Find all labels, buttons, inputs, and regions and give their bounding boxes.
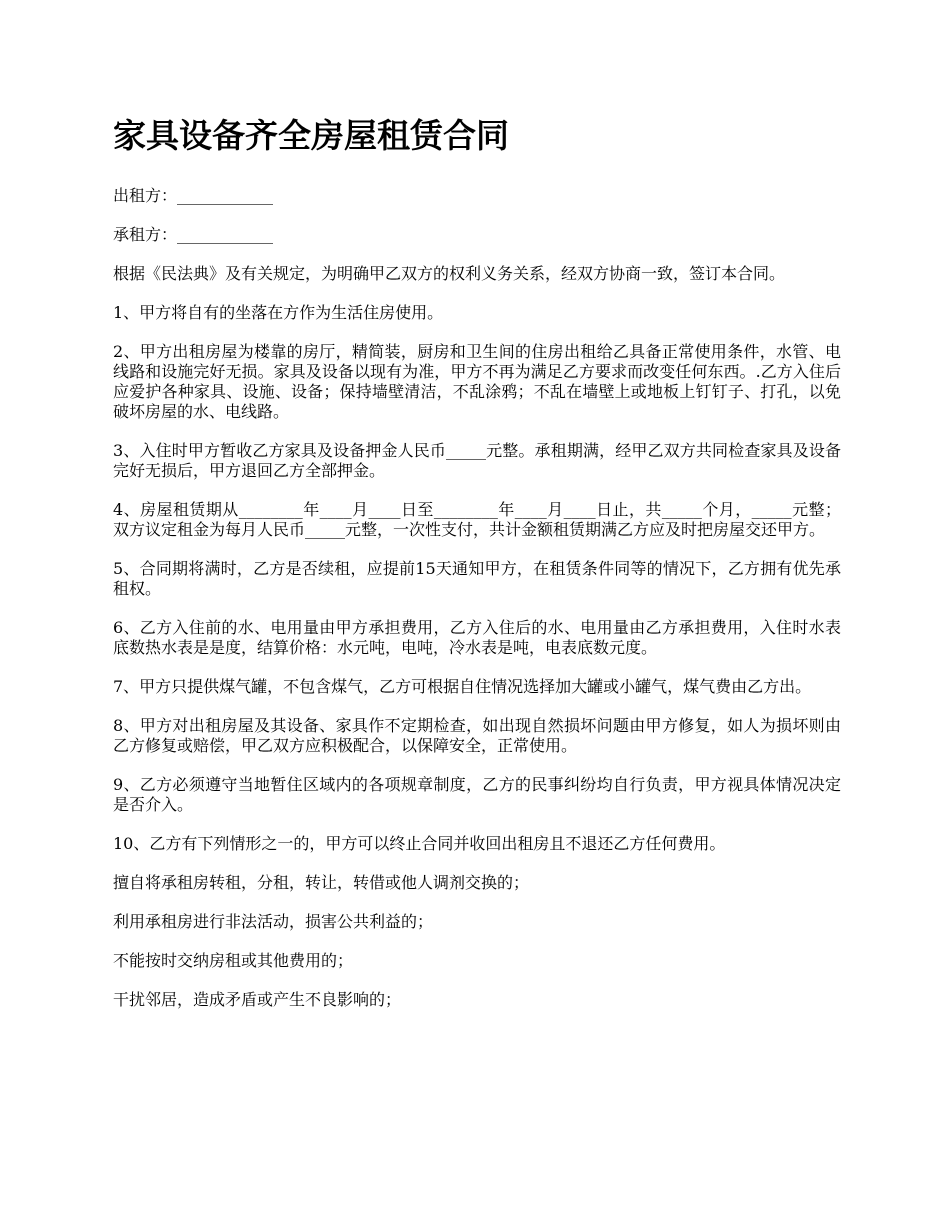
document-page <box>113 112 841 1029</box>
clause-9: 9、乙方必须遵守当地暂住区域内的各项规章制度，乙方的民事纠纷均自行负责，甲方视具体情况决定是否介入。 <box>113 775 841 814</box>
document-title: 家具设备齐全房屋租赁合同 <box>113 116 509 155</box>
clause-2: 2、甲方出租房屋为楼靠的房厅，精简装，厨房和卫生间的住房出租给乙具备正常使用条件，水管、电线路和设施完好无损。家具及设备以现有为准，甲方不再为满足乙方要求而改变任何东西。.乙方入住后应爱护各种家具、设施、设备；保持墙壁清洁，不乱涂鸦；不乱在墙壁上或地板上钉钉子、打孔，以免破坏房屋的水、电线路。 <box>113 342 841 421</box>
clause-7: 7、甲方只提供煤气罐，不包含煤气，乙方可根据自住情况选择加大罐或小罐气，煤气费由乙方出。 <box>113 677 812 696</box>
lessor-line: 出租方：____________ <box>113 186 274 205</box>
termination-item-4: 干扰邻居，造成矛盾或产生不良影响的； <box>113 990 402 1009</box>
clause-5: 5、合同期将满时，乙方是否续租，应提前15天通知甲方，在租赁条件同等的情况下，乙方拥有优先承租权。 <box>113 559 841 598</box>
preamble-paragraph: 根据《民法典》及有关规定，为明确甲乙双方的权利义务关系，经双方协商一致，签订本合同。 <box>113 264 786 283</box>
termination-item-2: 利用承租房进行非法活动，损害公共利益的； <box>113 912 434 931</box>
clause-10: 10、乙方有下列情形之一的，甲方可以终止合同并收回出租房且不退还乙方任何费用。 <box>113 834 726 853</box>
clause-3: 3、入住时甲方暂收乙方家具及设备押金人民币_____元整。承租期满，经甲乙双方共同检查家具及设备完好无损后，甲方退回乙方全部押金。 <box>113 441 841 480</box>
termination-item-1: 擅自将承租房转租，分租，转让，转借或他人调剂交换的； <box>113 873 530 892</box>
clause-4: 4、房屋租赁期从________年____月____日至________年____月____日止，共_____个月，_____元整；双方议定租金为每月人民币_____元整，一次性支付，共计金额租赁期满乙方应及时把房屋交还甲方。 <box>113 500 841 539</box>
clause-1: 1、甲方将自有的坐落在方作为生活住房使用。 <box>113 303 444 322</box>
clause-6: 6、乙方入住前的水、电用量由甲方承担费用，乙方入住后的水、电用量由乙方承担费用，入住时水表底数热水表是是度，结算价格：水元吨，电吨，冷水表是吨，电表底数元度。 <box>113 618 841 657</box>
clause-8: 8、甲方对出租房屋及其设备、家具作不定期检查，如出现自然损坏问题由甲方修复，如人为损坏则由乙方修复或赔偿，甲乙双方应积极配合，以保障安全，正常使用。 <box>113 716 841 755</box>
termination-item-3: 不能按时交纳房租或其他费用的； <box>113 951 354 970</box>
lessee-line: 承租方：____________ <box>113 225 274 244</box>
